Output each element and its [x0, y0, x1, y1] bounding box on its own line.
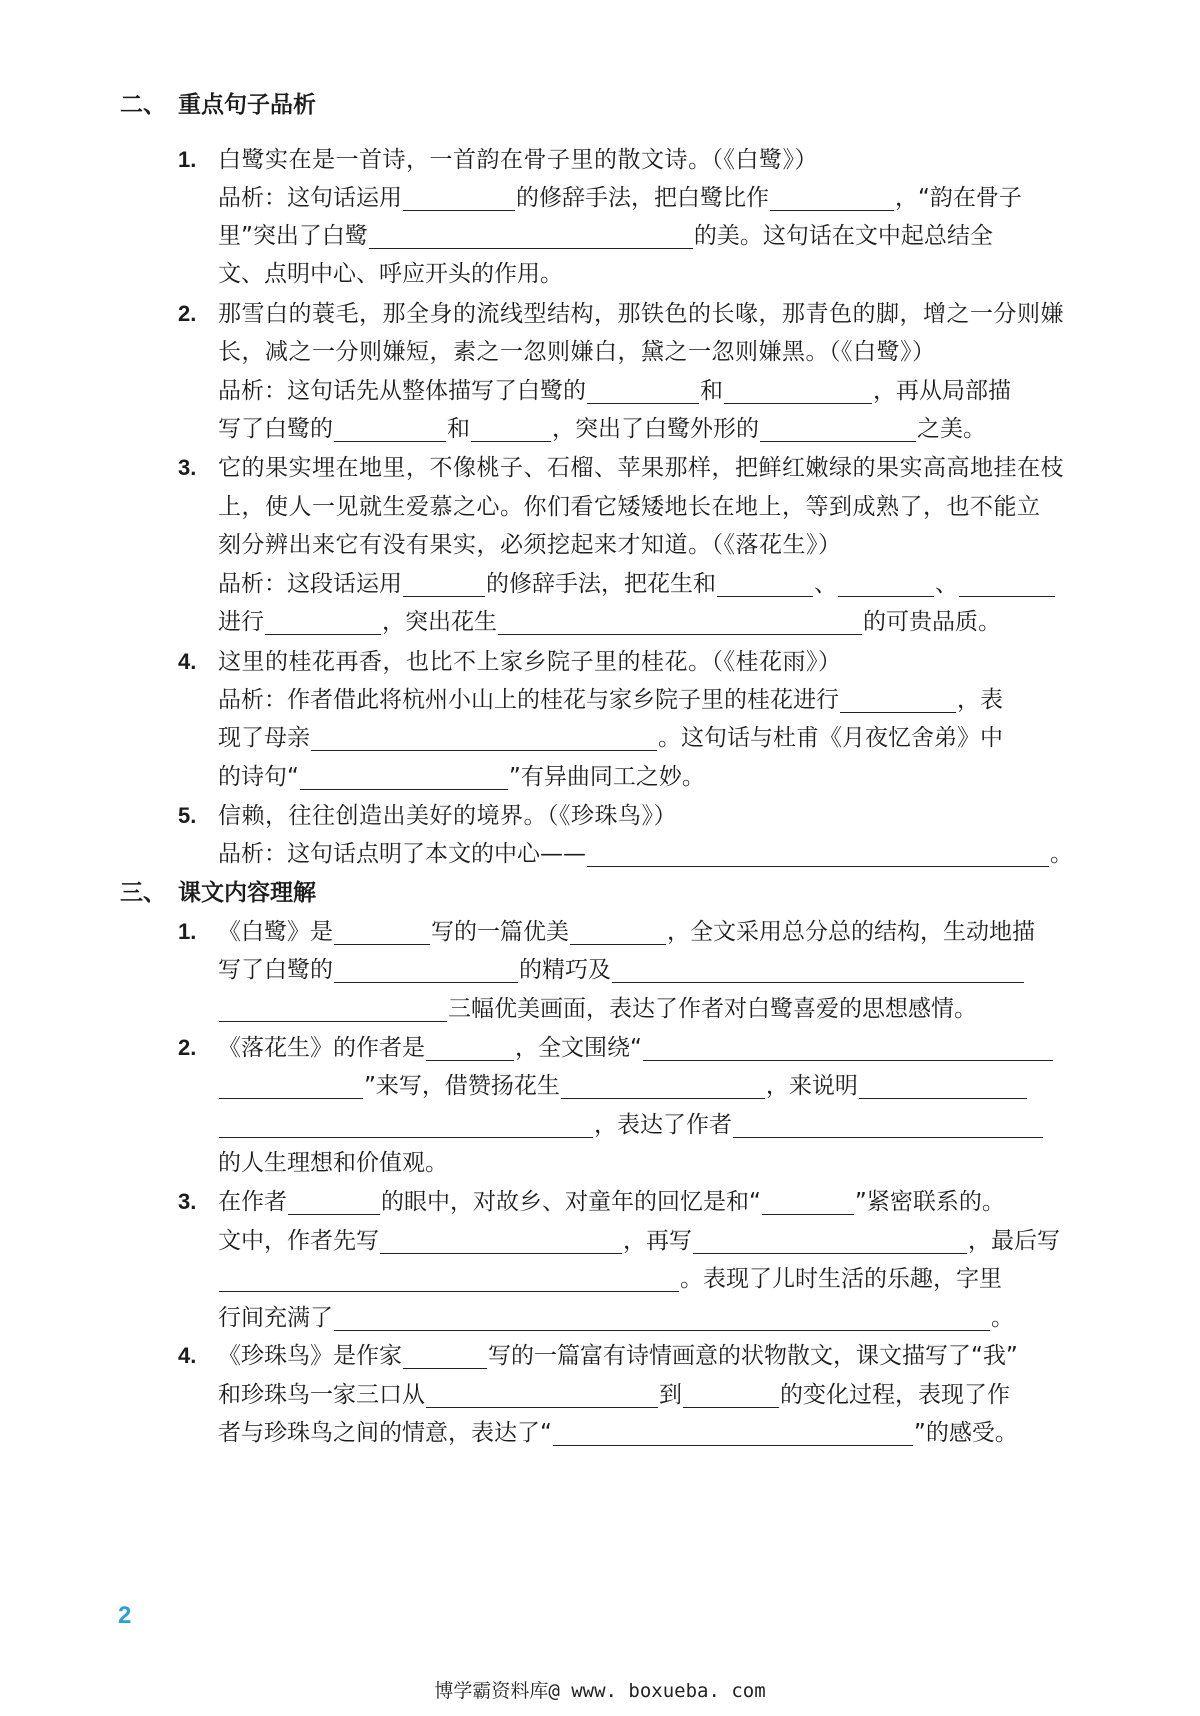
question-number: 1.: [178, 147, 197, 172]
section-title: 重点句子品析: [178, 92, 316, 118]
blank[interactable]: [770, 182, 894, 211]
analysis-line: 品析：这句话先从整体描写了白鹭的 和 ，再从局部描: [218, 371, 1078, 411]
section-heading-2: [120, 86, 316, 119]
content-line: 的人生理想和价值观。: [218, 1150, 448, 1176]
blank[interactable]: [498, 606, 862, 635]
question-number: 2.: [178, 1035, 197, 1060]
analysis-line: 写了白鹭的 和 ，突出了白鹭外形的 之美。: [218, 409, 1078, 449]
analysis-line: 品析：这句话运用 的修辞手法，把白鹭比作 ，“韵在骨子: [218, 178, 1078, 218]
blank[interactable]: [426, 1032, 514, 1061]
section-heading-3: [120, 874, 316, 907]
blank[interactable]: [403, 1340, 487, 1369]
question-number: 1.: [178, 919, 197, 944]
blank[interactable]: [724, 375, 872, 404]
question-number: 3.: [178, 455, 197, 480]
blank[interactable]: [265, 606, 381, 635]
blank[interactable]: [300, 761, 508, 790]
question-number: 5.: [178, 803, 197, 828]
content-line: 《珍珠鸟》是作家 写的一篇富有诗情画意的状物散文，课文描写了“我”: [218, 1336, 1078, 1376]
section-number: 二、: [120, 92, 166, 118]
blank[interactable]: [840, 684, 956, 713]
content-line: ，表达了作者: [218, 1105, 1078, 1145]
section-number: 三、: [120, 880, 166, 906]
content-line: 。表现了儿时生活的乐趣，字里: [218, 1259, 1078, 1299]
content-line: ”来写，借赞扬花生 ，来说明: [218, 1066, 1078, 1106]
blank[interactable]: [403, 568, 485, 597]
analysis-line: 进行 ，突出花生 的可贵品质。: [218, 602, 1078, 642]
content-line: 者与珍珠鸟之间的情意，表达了“ ”的感受。: [218, 1413, 1078, 1453]
blank[interactable]: [219, 1070, 363, 1099]
quote-line: 那雪白的蓑毛，那全身的流线型结构，那铁色的长喙，那青色的脚，增之一分则嫌: [218, 301, 1064, 327]
blank[interactable]: [369, 220, 693, 249]
blank[interactable]: [561, 1070, 765, 1099]
blank[interactable]: [219, 1263, 679, 1292]
question-number: 4.: [178, 1343, 197, 1368]
blank[interactable]: [334, 1302, 990, 1331]
content-line: 《落花生》的作者是 ，全文围绕“: [218, 1028, 1078, 1068]
blank[interactable]: [219, 993, 447, 1022]
content-line: 行间充满了 。: [218, 1298, 1078, 1338]
blank[interactable]: [587, 375, 699, 404]
quote-line: 白鹭实在是一首诗，一首韵在骨子里的散文诗。（《白鹭》）: [218, 147, 818, 173]
blank[interactable]: [334, 413, 446, 442]
analysis-line: 现了母亲 。这句话与杜甫《月夜忆舍弟》中: [218, 718, 1078, 758]
quote-line: 信赖，往往创造出美好的境界。（《珍珠鸟》）: [218, 803, 677, 829]
content-line: 写了白鹭的 的精巧及: [218, 950, 1078, 990]
blank[interactable]: [553, 1417, 913, 1446]
quote-line: 长，减之一分则嫌短，素之一忽则嫌白，黛之一忽则嫌黑。（《白鹭》）: [218, 339, 936, 365]
blank[interactable]: [859, 1070, 1027, 1099]
blank[interactable]: [717, 568, 813, 597]
analysis-line: 品析：这段话运用 的修辞手法，把花生和 、 、: [218, 564, 1078, 604]
blank[interactable]: [762, 1186, 854, 1215]
blank[interactable]: [219, 1109, 593, 1138]
analysis-line: 文、点明中心、呼应开头的作用。: [218, 261, 563, 287]
question-number: 2.: [178, 301, 197, 326]
blank[interactable]: [587, 838, 1049, 867]
content-line: 在作者 的眼中，对故乡、对童年的回忆是和“ ”紧密联系的。: [218, 1182, 1078, 1222]
quote-line: 上，使人一见就生爱慕之心。你们看它矮矮地长在地上，等到成熟了，也不能立: [218, 494, 1041, 520]
analysis-line: 品析：这句话点明了本文的中心—— 。: [218, 834, 1078, 874]
blank[interactable]: [334, 916, 430, 945]
blank[interactable]: [612, 954, 1024, 983]
question-number: 3.: [178, 1189, 197, 1214]
analysis-line: 的诗句“ ”有异曲同工之妙。: [218, 757, 1078, 797]
blank[interactable]: [959, 568, 1055, 597]
blank[interactable]: [693, 1225, 967, 1254]
quote-line: 刻分辨出来它有没有果实，必须挖起来才知道。（《落花生》）: [218, 532, 842, 558]
blank[interactable]: [288, 1186, 380, 1215]
blank[interactable]: [733, 1109, 1043, 1138]
question-number: 4.: [178, 649, 197, 674]
content-line: 文中，作者先写 ，再写 ，最后写: [218, 1221, 1078, 1261]
page-number: 2: [118, 1602, 132, 1629]
footer-watermark: 博学霸资料库@ www. boxueba. com: [434, 1680, 766, 1702]
blank[interactable]: [570, 916, 666, 945]
blank[interactable]: [380, 1225, 622, 1254]
blank[interactable]: [311, 722, 657, 751]
quote-line: 这里的桂花再香，也比不上家乡院子里的桂花。（《桂花雨》）: [218, 649, 842, 675]
content-line: 和珍珠鸟一家三口从 到 的变化过程，表现了作: [218, 1375, 1078, 1415]
blank[interactable]: [334, 954, 518, 983]
analysis-line: 品析：作者借此将杭州小山上的桂花与家乡院子里的桂花进行 ，表: [218, 680, 1078, 720]
blank[interactable]: [471, 413, 551, 442]
blank[interactable]: [643, 1032, 1053, 1061]
section-title: 课文内容理解: [178, 880, 316, 906]
quote-line: 它的果实埋在地里，不像桃子、石榴、苹果那样，把鲜红嫩绿的果实高高地挂在枝: [218, 455, 1064, 481]
blank[interactable]: [683, 1379, 779, 1408]
blank[interactable]: [760, 413, 916, 442]
blank[interactable]: [403, 182, 515, 211]
blank[interactable]: [426, 1379, 658, 1408]
blank[interactable]: [838, 568, 934, 597]
content-line: 《白鹭》是 写的一篇优美 ，全文采用总分总的结构，生动地描: [218, 912, 1078, 952]
analysis-line: 里”突出了白鹭 的美。这句话在文中起总结全: [218, 216, 1078, 256]
content-line: 三幅优美画面，表达了作者对白鹭喜爱的思想感情。: [218, 989, 1078, 1029]
